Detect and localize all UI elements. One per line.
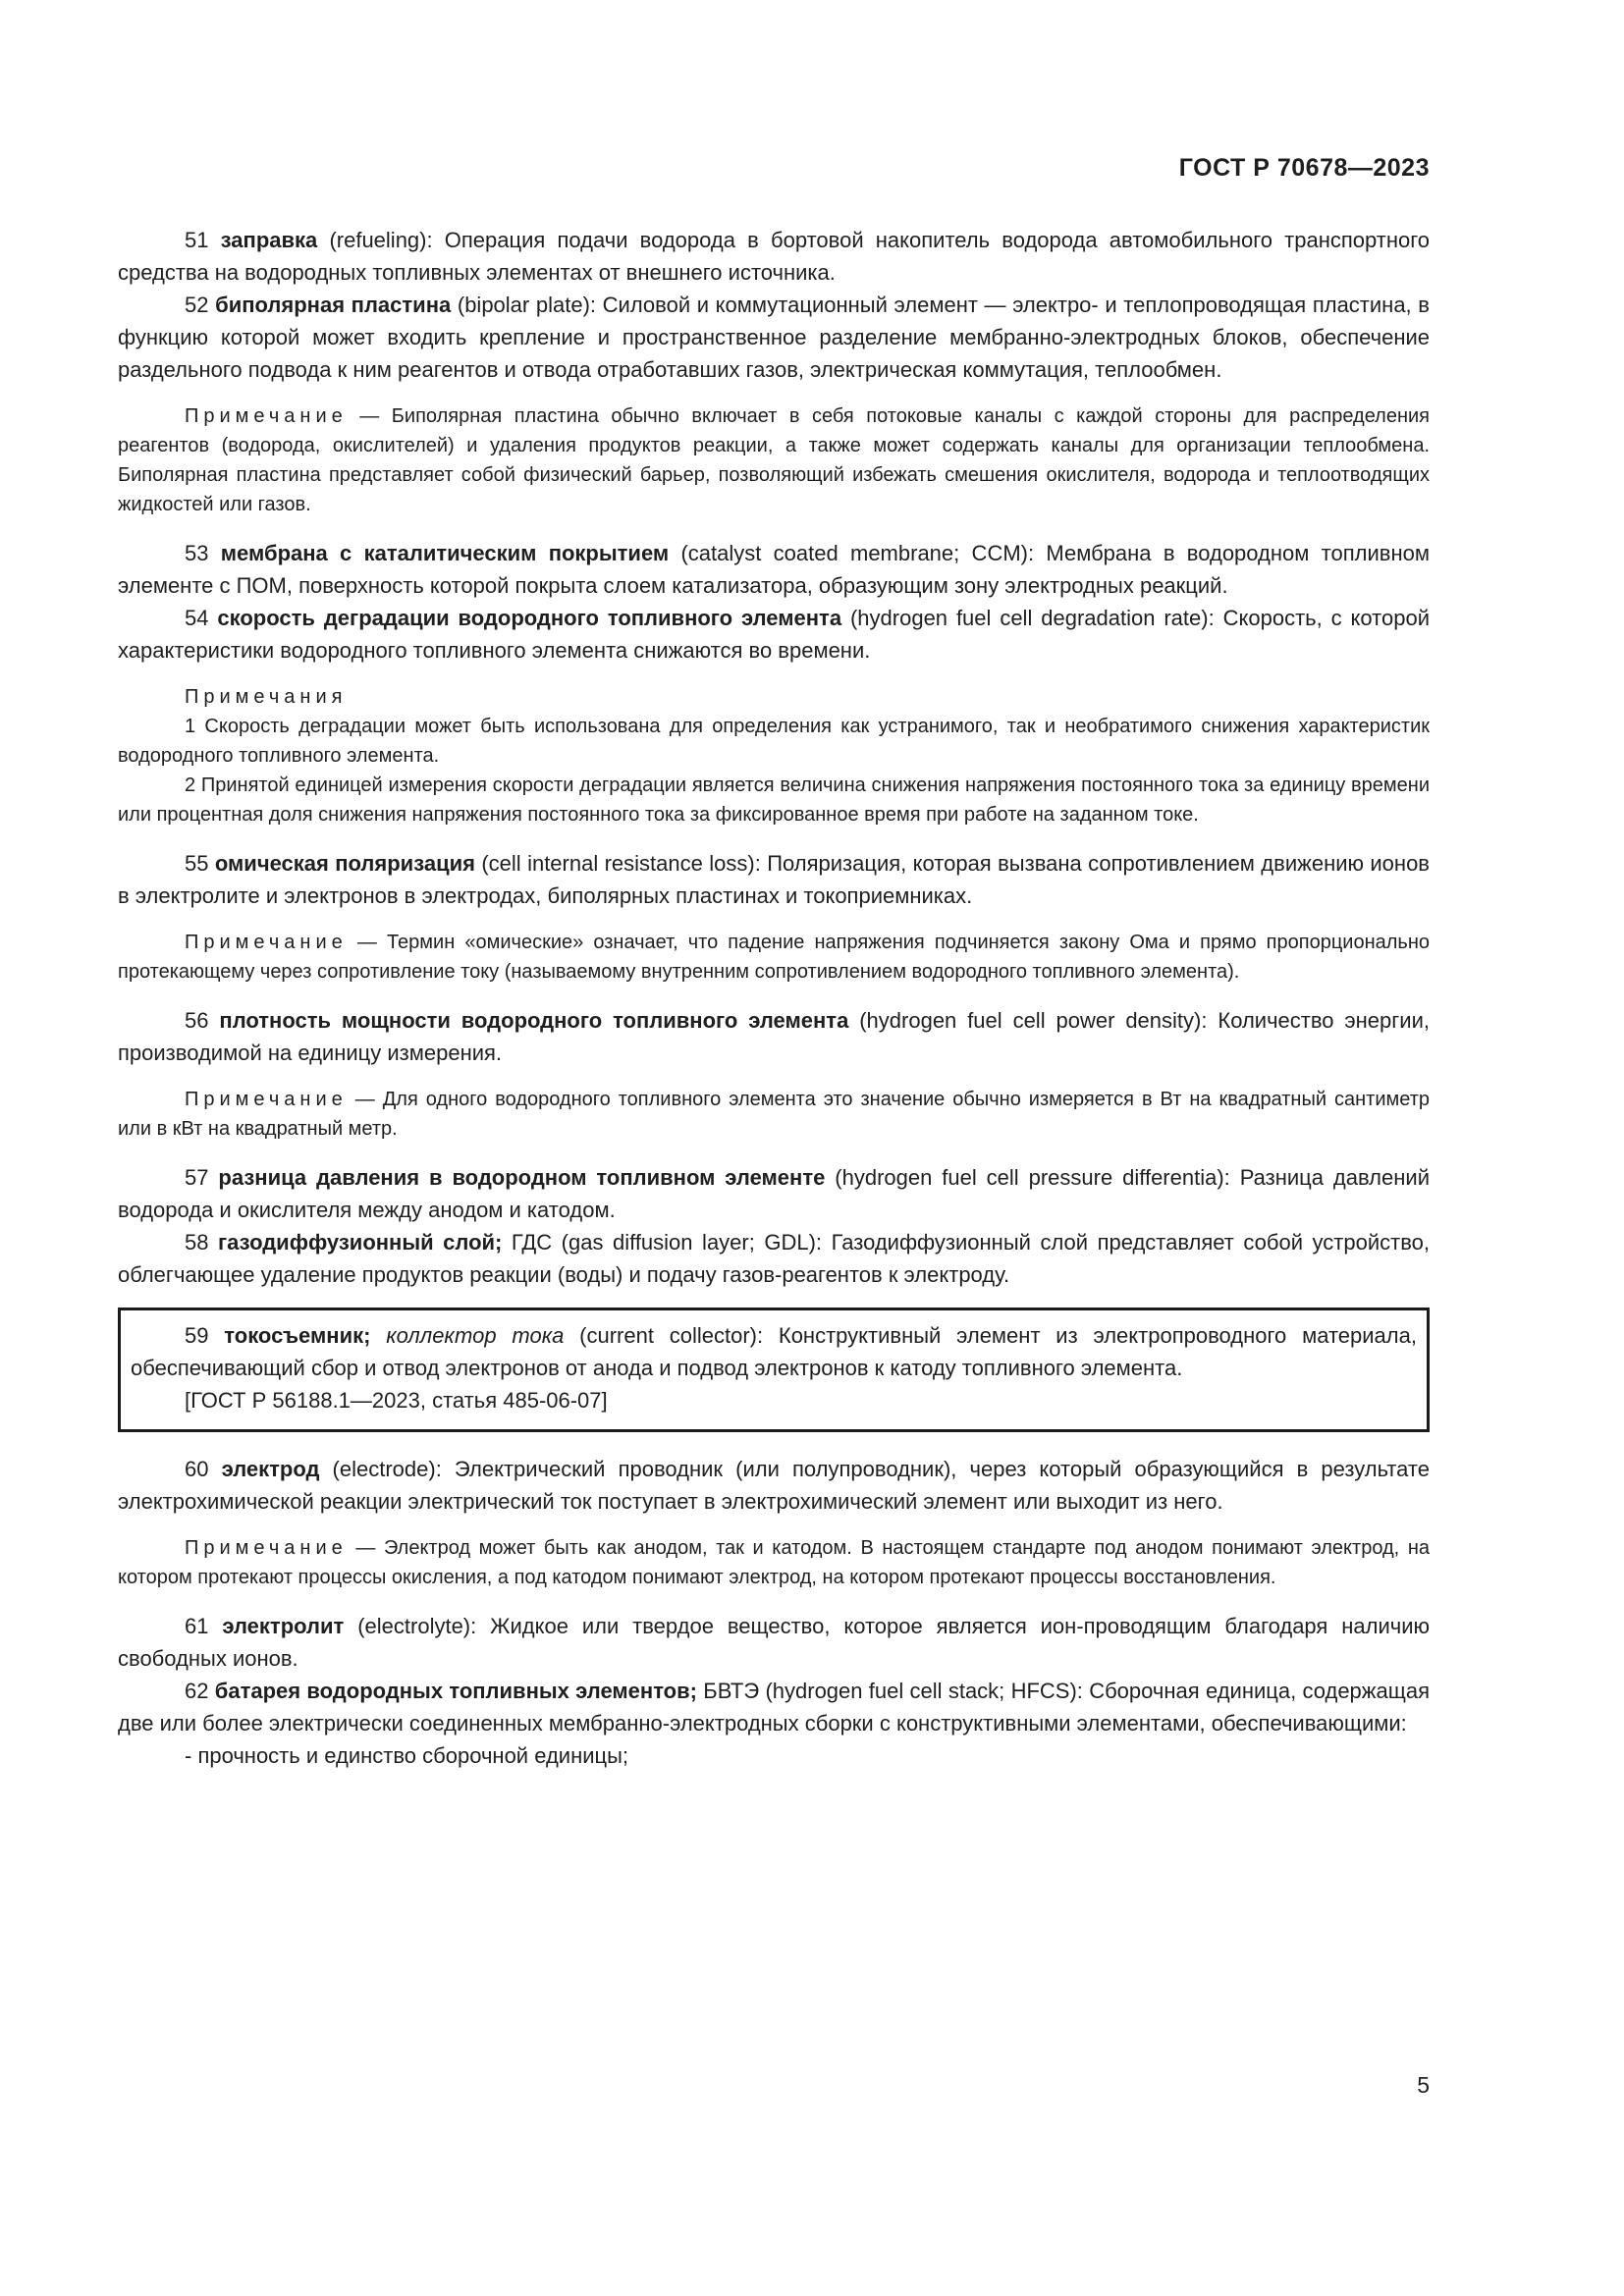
term-54-title: скорость деградации водородного топливного элемента [217, 606, 842, 630]
term-60-title: электрод [221, 1457, 320, 1481]
term-55 [118, 847, 1430, 912]
term-60-number: 60 [185, 1457, 209, 1481]
term-62-definition: БВТЭ (hydrogen fuel cell stack; HFCS): Сборочная единица, содержащая две или более электрически соединенных мембранно-электродных сборки с конструктивными элементами, обеспечивающими: [118, 1679, 1430, 1735]
term-58 [118, 1226, 1430, 1291]
term-59-synonym: коллектор тока [386, 1323, 565, 1348]
term-52 [118, 289, 1430, 386]
term-62-title: батарея водородных топливных элементов; [214, 1679, 697, 1703]
note-56-text: — Для одного водородного топливного элемента это значение обычно измеряется в Вт на квадратный сантиметр или в кВт на квадратный метр. [118, 1089, 1430, 1140]
term-55-number: 55 [185, 851, 209, 876]
term-51-number: 51 [185, 228, 209, 252]
note-52-paragraph [118, 401, 1430, 519]
term-54 [118, 602, 1430, 667]
term-56-number: 56 [185, 1008, 209, 1033]
term-51 [118, 224, 1430, 289]
note-56-paragraph [118, 1085, 1430, 1144]
term-58-definition: ГДС (gas diffusion layer; GDL): Газодиффузионный слой представляет собой устройство, облегчающее удаление продуктов реакции (воды) и подачу газов-реагентов к электроду. [118, 1230, 1430, 1287]
term-59-number: 59 [185, 1323, 209, 1348]
term-62 [118, 1675, 1430, 1739]
term-54-definition: (hydrogen fuel cell degradation rate): Скорость, с которой характеристики водородного топливного элемента снижаются во времени. [118, 606, 1430, 663]
term-57-number: 57 [185, 1165, 209, 1190]
note-60-label: Примечание [185, 1537, 348, 1559]
term-53-number: 53 [185, 541, 209, 565]
term-61-number: 61 [185, 1614, 209, 1638]
term-58-title: газодиффузионный слой; [218, 1230, 503, 1255]
term-52-title: биполярная пластина [215, 293, 452, 317]
term-57-definition: (hydrogen fuel cell pressure differentia): Разница давлений водорода и окислителя между анодом и катодом. [118, 1165, 1430, 1222]
term-53 [118, 537, 1430, 602]
note-after-term-56 [118, 1085, 1430, 1144]
term-60 [118, 1453, 1430, 1518]
standard-number-header: ГОСТ Р 70678—2023 [1178, 154, 1430, 182]
term-59-definition: (current collector): Конструктивный элемент из электропроводного материала, обеспечивающий сбор и отвод электронов от анода и подвод электронов к катоду топливного элемента. [131, 1323, 1417, 1380]
note-60-text: — Электрод может быть как анодом, так и катодом. В настоящем стандарте под анодом понимают электрод, на котором протекают процессы окисления, а под катодом понимают электрод, на котором протекают процессы восстановления. [118, 1537, 1430, 1588]
term-59-source-reference: [ГОСТ Р 56188.1—2023, статья 485-06-07] [185, 1388, 608, 1413]
note-56-label: Примечание [185, 1089, 348, 1110]
term-52-number: 52 [185, 293, 209, 317]
term-53-definition: (catalyst coated membrane; CCM): Мембрана в водородном топливном элементе с ПОМ, поверхность которой покрыта слоем катализатора, образующим зону электродных реакций. [118, 541, 1430, 598]
term-53-title: мембрана с каталитическим покрытием [220, 541, 670, 565]
notes-54-heading [118, 682, 1430, 712]
notes-54-heading-label: Примечания [185, 686, 348, 708]
term-58-number: 58 [185, 1230, 209, 1255]
term-61-title: электролит [222, 1614, 345, 1638]
note-52-text: — Биполярная пластина обычно включает в себя потоковые каналы с каждой стороны для распределения реагентов (водорода, окислителей) и удаления продуктов реакции, а также может содержать каналы для организации теплообмена. Биполярная пластина представляет собой физический барьер, позволяющий избежать смешения окислителя, водорода и теплоотводящих жидкостей или газов. [118, 405, 1430, 515]
note-55-paragraph [118, 928, 1430, 987]
term-52-definition: (bipolar plate): Силовой и коммутационный элемент — электро- и теплопроводящая пластина, в функцию которой может входить крепление и пространственное разделение мембранно-электродных блоков, обеспечение раздельного подвода к ним реагентов и отвода отработавших газов, электрическая коммутация, теплообмен. [118, 293, 1430, 382]
term-59 [131, 1319, 1417, 1384]
term-56-definition: (hydrogen fuel cell power density): Количество энергии, производимой на единицу измерения. [118, 1008, 1430, 1065]
term-55-definition: (cell internal resistance loss): Поляризация, которая вызвана сопротивлением движению ионов в электролите и электронов в электродах, биполярных пластинах и токоприемниках. [118, 851, 1430, 908]
page-content [118, 224, 1430, 1772]
note-52-label: Примечание [185, 405, 348, 427]
term-51-definition: (refueling): Операция подачи водорода в бортовой накопитель водорода автомобильного транспортного средства на водородных топливных элементах от внешнего источника. [118, 228, 1430, 285]
term-61 [118, 1610, 1430, 1675]
boxed-term-59 [118, 1308, 1430, 1432]
note-60-paragraph [118, 1533, 1430, 1592]
term-56-title: плотность мощности водородного топливного элемента [219, 1008, 849, 1033]
term-56 [118, 1004, 1430, 1069]
term-59-title: токосъемник; [224, 1323, 371, 1348]
term-60-definition: (electrode): Электрический проводник (или полупроводник), через который образующийся в результате электрохимической реакции электрический ток поступает в электрохимический элемент или выходит из него. [118, 1457, 1430, 1514]
term-62-list-item-1: - прочность и единство сборочной единицы; [185, 1743, 629, 1768]
note-after-term-52 [118, 401, 1430, 519]
note-after-term-55 [118, 928, 1430, 987]
term-54-number: 54 [185, 606, 209, 630]
term-61-definition: (electrolyte): Жидкое или твердое вещество, которое является ион-проводящим благодаря наличию свободных ионов. [118, 1614, 1430, 1671]
page-number: 5 [1417, 2072, 1430, 2098]
term-57 [118, 1161, 1430, 1226]
note-55-text: — Термин «омические» означает, что падение напряжения подчиняется закону Ома и прямо пропорционально протекающему через сопротивление току (называемому внутренним сопротивлением водородного топливного элемента). [118, 932, 1430, 983]
notes-54-item-2: 2 Принятой единицей измерения скорости деградации является величина снижения напряжения постоянного тока за единицу времени или процентная доля снижения напряжения постоянного тока за фиксированное время при работе на заданном токе. [118, 774, 1430, 826]
note-55-label: Примечание [185, 932, 348, 953]
term-51-title: заправка [220, 228, 318, 252]
notes-after-term-54 [118, 682, 1430, 829]
notes-54-item-1: 1 Скорость деградации может быть использована для определения как устранимого, так и необратимого снижения характеристик водородного топливного элемента. [118, 716, 1430, 767]
note-after-term-60 [118, 1533, 1430, 1592]
term-57-title: разница давления в водородном топливном элементе [218, 1165, 826, 1190]
term-55-title: омическая поляризация [214, 851, 475, 876]
term-62-number: 62 [185, 1679, 209, 1703]
